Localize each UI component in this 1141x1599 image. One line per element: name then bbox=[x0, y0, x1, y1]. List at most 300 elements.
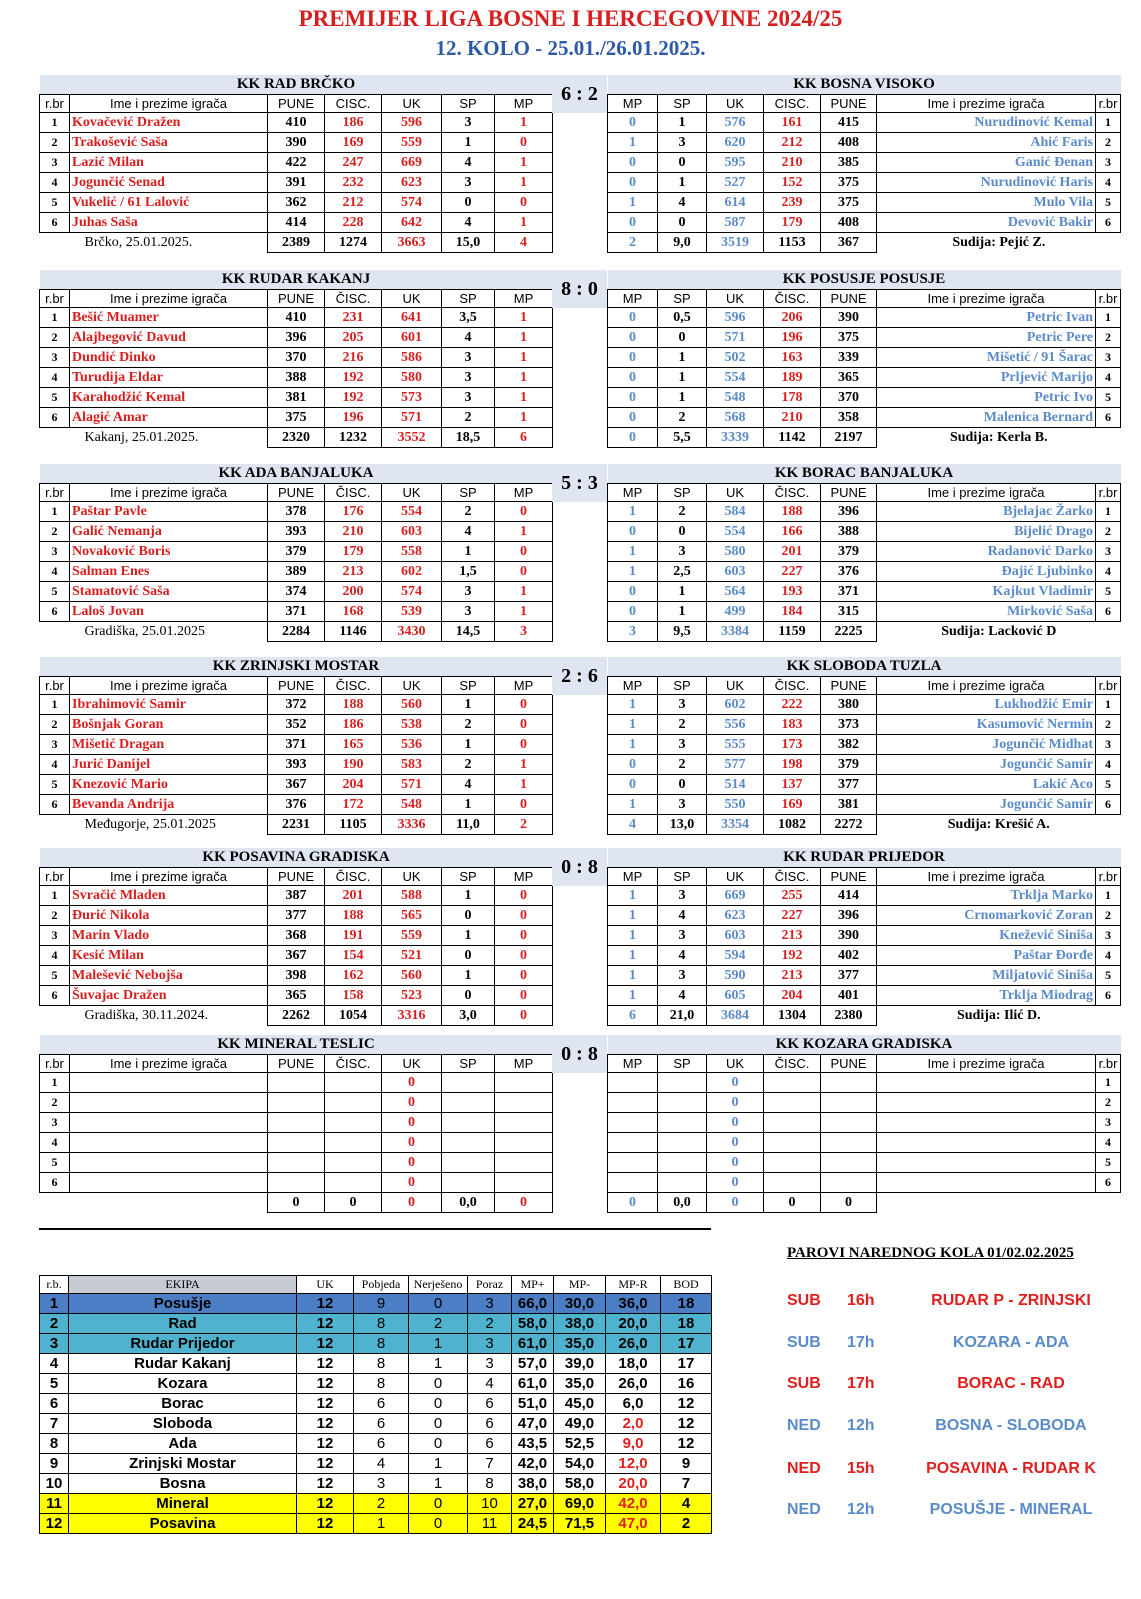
player-name: Jogunčić Samir bbox=[877, 795, 1096, 815]
column-header: UK bbox=[382, 677, 442, 695]
player-pune: 379 bbox=[268, 542, 325, 562]
column-header: MP bbox=[495, 484, 553, 502]
standings-mp-minus: 35,0 bbox=[554, 1334, 606, 1354]
player-cisc bbox=[764, 1073, 821, 1093]
player-uk: 0 bbox=[707, 1113, 764, 1133]
player-sp: 0 bbox=[442, 986, 495, 1006]
player-mp: 1 bbox=[608, 133, 658, 153]
player-pune: 375 bbox=[821, 193, 877, 213]
player-rank: 5 bbox=[40, 582, 70, 602]
player-sp: 4 bbox=[442, 328, 495, 348]
standings-losses: 3 bbox=[468, 1354, 512, 1374]
player-uk: 580 bbox=[382, 368, 442, 388]
column-header: SP bbox=[442, 95, 495, 113]
column-header: UK bbox=[707, 484, 764, 502]
home-team-table bbox=[39, 464, 552, 646]
total-cisc: 1054 bbox=[325, 1006, 382, 1026]
home-team-table bbox=[39, 1035, 552, 1217]
player-uk: 641 bbox=[382, 308, 442, 328]
column-header: Ime i prezime igrača bbox=[70, 95, 268, 113]
column-header: UK bbox=[707, 868, 764, 886]
standings-row bbox=[40, 1454, 712, 1474]
player-cisc: 186 bbox=[325, 113, 382, 133]
standings-draws: 0 bbox=[409, 1374, 468, 1394]
match-referee: Sudija: Lacković D bbox=[941, 623, 1057, 639]
total-mp: 3 bbox=[608, 622, 658, 642]
standings-mp-plus: 58,0 bbox=[512, 1314, 554, 1334]
player-pune: 414 bbox=[268, 213, 325, 233]
total-mp: 0 bbox=[608, 428, 658, 448]
player-sp: 1 bbox=[658, 388, 707, 408]
player-sp: 3 bbox=[658, 542, 707, 562]
player-uk: 574 bbox=[382, 582, 442, 602]
total-cisc: 1146 bbox=[325, 622, 382, 642]
player-cisc: 196 bbox=[764, 328, 821, 348]
standings-team: Zrinjski Mostar bbox=[69, 1454, 297, 1474]
player-rank: 3 bbox=[40, 1113, 70, 1133]
player-pune: 377 bbox=[821, 775, 877, 795]
player-rank: 3 bbox=[40, 348, 70, 368]
player-uk: 642 bbox=[382, 213, 442, 233]
standings-row bbox=[40, 1354, 712, 1374]
match-block bbox=[39, 848, 1121, 1030]
standings-rank: 10 bbox=[40, 1474, 69, 1494]
standings-mp-plus: 61,0 bbox=[512, 1334, 554, 1354]
player-uk: 0 bbox=[707, 1173, 764, 1193]
standings-header: Pobjeda bbox=[354, 1276, 409, 1294]
player-sp: 2 bbox=[442, 715, 495, 735]
player-rank: 2 bbox=[1096, 906, 1121, 926]
player-rank: 2 bbox=[40, 328, 70, 348]
pair-time: 16h bbox=[847, 1292, 875, 1309]
player-pune: 352 bbox=[268, 715, 325, 735]
player-cisc: 227 bbox=[764, 562, 821, 582]
player-rank: 4 bbox=[40, 562, 70, 582]
standings-row bbox=[40, 1394, 712, 1414]
column-header: r.br bbox=[1096, 677, 1121, 695]
total-uk: 3354 bbox=[707, 815, 764, 835]
total-uk: 3384 bbox=[707, 622, 764, 642]
player-rank: 2 bbox=[40, 1093, 70, 1113]
player-mp: 0 bbox=[495, 193, 553, 213]
player-rank: 1 bbox=[40, 502, 70, 522]
player-cisc: 239 bbox=[764, 193, 821, 213]
player-sp: 1 bbox=[442, 795, 495, 815]
player-mp bbox=[495, 1073, 553, 1093]
player-sp: 0 bbox=[658, 213, 707, 233]
standings-rank: 4 bbox=[40, 1354, 69, 1374]
standings-row bbox=[40, 1314, 712, 1334]
player-cisc: 232 bbox=[325, 173, 382, 193]
player-rank: 2 bbox=[40, 133, 70, 153]
player-row bbox=[608, 1113, 1121, 1133]
standings-mp-diff: 47,0 bbox=[606, 1514, 661, 1534]
player-name bbox=[877, 1113, 1096, 1133]
player-uk: 614 bbox=[707, 193, 764, 213]
player-name: Marin Vlado bbox=[70, 926, 268, 946]
player-name: Kasumović Nermin bbox=[877, 715, 1096, 735]
standings-mp-plus: 38,0 bbox=[512, 1474, 554, 1494]
player-pune: 370 bbox=[821, 388, 877, 408]
player-uk: 554 bbox=[707, 522, 764, 542]
player-name bbox=[877, 1073, 1096, 1093]
player-name bbox=[70, 1173, 268, 1193]
player-name: Malenica Bernard bbox=[877, 408, 1096, 428]
player-rank: 2 bbox=[1096, 1093, 1121, 1113]
player-row bbox=[608, 133, 1121, 153]
standings-losses: 6 bbox=[468, 1414, 512, 1434]
total-pune: 2389 bbox=[268, 233, 325, 253]
player-pune: 388 bbox=[268, 368, 325, 388]
column-header: Ime i prezime igrača bbox=[877, 868, 1096, 886]
player-mp bbox=[495, 1173, 553, 1193]
player-uk: 559 bbox=[382, 133, 442, 153]
player-sp: 3,5 bbox=[442, 308, 495, 328]
player-rank: 3 bbox=[1096, 735, 1121, 755]
standings-header: MP- bbox=[554, 1276, 606, 1294]
player-pune bbox=[268, 1113, 325, 1133]
player-mp: 1 bbox=[608, 542, 658, 562]
standings-team: Mineral bbox=[69, 1494, 297, 1514]
standings-wins: 6 bbox=[354, 1434, 409, 1454]
player-cisc: 179 bbox=[764, 213, 821, 233]
standings-team: Sloboda bbox=[69, 1414, 297, 1434]
total-mp: 2 bbox=[495, 815, 553, 835]
standings-mp-minus: 35,0 bbox=[554, 1374, 606, 1394]
player-rank: 6 bbox=[40, 408, 70, 428]
player-name: Lukhodžić Emir bbox=[877, 695, 1096, 715]
player-uk: 602 bbox=[707, 695, 764, 715]
column-header: ČISC. bbox=[325, 1055, 382, 1073]
player-sp bbox=[658, 1093, 707, 1113]
player-sp: 1 bbox=[442, 133, 495, 153]
player-mp: 1 bbox=[608, 795, 658, 815]
player-name: Kovačević Dražen bbox=[70, 113, 268, 133]
standings-mp-minus: 49,0 bbox=[554, 1414, 606, 1434]
player-name: Kesić Milan bbox=[70, 946, 268, 966]
standings-draws: 0 bbox=[409, 1394, 468, 1414]
standings-points: 9 bbox=[661, 1454, 712, 1474]
player-pune bbox=[821, 1133, 877, 1153]
away-team-name: KK SLOBODA TUZLA bbox=[608, 657, 1121, 677]
player-rank: 4 bbox=[40, 755, 70, 775]
total-pune: 2320 bbox=[268, 428, 325, 448]
player-cisc bbox=[764, 1173, 821, 1193]
player-uk: 590 bbox=[707, 966, 764, 986]
player-cisc: 213 bbox=[764, 966, 821, 986]
player-row bbox=[608, 795, 1121, 815]
player-rank: 1 bbox=[40, 1073, 70, 1093]
player-mp bbox=[608, 1073, 658, 1093]
column-header: MP bbox=[495, 290, 553, 308]
player-uk: 0 bbox=[707, 1153, 764, 1173]
pair-game: BORAC - RAD bbox=[957, 1375, 1065, 1392]
player-name: Jogunčić Samir bbox=[877, 755, 1096, 775]
standings-row bbox=[40, 1414, 712, 1434]
standings-wins: 8 bbox=[354, 1334, 409, 1354]
player-rank: 1 bbox=[1096, 1073, 1121, 1093]
match-score: 2 : 6 bbox=[552, 657, 607, 695]
standings-rank: 12 bbox=[40, 1514, 69, 1534]
column-header: ČISC. bbox=[764, 1055, 821, 1073]
pair-day: SUB bbox=[787, 1334, 821, 1351]
player-name: Alajbegović Davud bbox=[70, 328, 268, 348]
player-uk: 559 bbox=[382, 926, 442, 946]
player-sp: 4 bbox=[658, 986, 707, 1006]
player-sp: 4 bbox=[442, 522, 495, 542]
player-mp: 1 bbox=[608, 715, 658, 735]
player-mp: 0 bbox=[608, 308, 658, 328]
player-sp: 3 bbox=[442, 173, 495, 193]
player-pune: 375 bbox=[268, 408, 325, 428]
player-sp: 0 bbox=[442, 906, 495, 926]
player-uk: 514 bbox=[707, 775, 764, 795]
player-name: Devović Bakir bbox=[877, 213, 1096, 233]
player-uk: 669 bbox=[707, 886, 764, 906]
standings-mp-minus: 69,0 bbox=[554, 1494, 606, 1514]
player-row bbox=[608, 1073, 1121, 1093]
total-cisc: 1159 bbox=[764, 622, 821, 642]
player-row bbox=[40, 775, 553, 795]
total-cisc: 1105 bbox=[325, 815, 382, 835]
total-sp: 15,0 bbox=[442, 233, 495, 253]
total-cisc: 1274 bbox=[325, 233, 382, 253]
standings-losses: 10 bbox=[468, 1494, 512, 1514]
pair-day: NED bbox=[787, 1501, 821, 1518]
column-header: r.br bbox=[40, 677, 70, 695]
player-mp: 0 bbox=[608, 328, 658, 348]
column-header: PUNE bbox=[268, 95, 325, 113]
player-rank: 1 bbox=[1096, 695, 1121, 715]
match-place-date: Međugorje, 25.01.2025 bbox=[84, 816, 216, 832]
column-header: Ime i prezime igrača bbox=[70, 868, 268, 886]
standings-row bbox=[40, 1294, 712, 1314]
player-row bbox=[40, 1153, 553, 1173]
player-uk: 669 bbox=[382, 153, 442, 173]
player-pune: 371 bbox=[821, 582, 877, 602]
player-sp: 1 bbox=[658, 602, 707, 622]
player-cisc: 179 bbox=[325, 542, 382, 562]
total-mp: 4 bbox=[495, 233, 553, 253]
column-header: UK bbox=[707, 95, 764, 113]
player-pune bbox=[821, 1153, 877, 1173]
standings-played: 12 bbox=[297, 1414, 354, 1434]
match-referee: Sudija: Kerla B. bbox=[949, 429, 1048, 445]
player-rank: 4 bbox=[40, 1133, 70, 1153]
standings-played: 12 bbox=[297, 1294, 354, 1314]
player-sp: 1 bbox=[442, 542, 495, 562]
player-cisc: 184 bbox=[764, 602, 821, 622]
player-sp: 2 bbox=[442, 502, 495, 522]
player-uk: 555 bbox=[707, 735, 764, 755]
player-uk: 0 bbox=[707, 1133, 764, 1153]
player-row bbox=[608, 408, 1121, 428]
player-name: Alagić Amar bbox=[70, 408, 268, 428]
player-mp: 1 bbox=[495, 213, 553, 233]
column-header: ČISC. bbox=[764, 484, 821, 502]
player-cisc: 190 bbox=[325, 755, 382, 775]
player-rank: 6 bbox=[1096, 795, 1121, 815]
column-header: MP bbox=[608, 868, 658, 886]
column-header: UK bbox=[382, 1055, 442, 1073]
player-mp: 1 bbox=[608, 986, 658, 1006]
player-pune: 415 bbox=[821, 113, 877, 133]
standings-losses: 3 bbox=[468, 1334, 512, 1354]
player-sp: 3 bbox=[658, 886, 707, 906]
column-header: MP bbox=[495, 868, 553, 886]
total-pune: 0 bbox=[268, 1193, 325, 1213]
column-header: UK bbox=[707, 1055, 764, 1073]
player-sp: 1 bbox=[442, 926, 495, 946]
player-uk: 586 bbox=[382, 348, 442, 368]
column-header: r.br bbox=[1096, 868, 1121, 886]
player-rank: 1 bbox=[40, 308, 70, 328]
standings-played: 12 bbox=[297, 1474, 354, 1494]
player-row bbox=[40, 695, 553, 715]
column-header: MP bbox=[495, 677, 553, 695]
player-mp: 0 bbox=[608, 213, 658, 233]
player-sp bbox=[442, 1093, 495, 1113]
player-uk: 565 bbox=[382, 906, 442, 926]
player-uk: 571 bbox=[382, 775, 442, 795]
match-score: 0 : 8 bbox=[552, 848, 607, 886]
player-pune: 380 bbox=[821, 695, 877, 715]
player-pune: 362 bbox=[268, 193, 325, 213]
standings-mp-plus: 43,5 bbox=[512, 1434, 554, 1454]
player-pune bbox=[821, 1093, 877, 1113]
player-pune bbox=[268, 1073, 325, 1093]
player-pune: 367 bbox=[268, 775, 325, 795]
player-mp: 0 bbox=[608, 775, 658, 795]
total-mp: 4 bbox=[608, 815, 658, 835]
player-uk: 601 bbox=[382, 328, 442, 348]
player-rank: 1 bbox=[40, 113, 70, 133]
total-uk: 3663 bbox=[382, 233, 442, 253]
player-pune: 378 bbox=[268, 502, 325, 522]
player-pune bbox=[821, 1173, 877, 1193]
player-uk: 623 bbox=[707, 906, 764, 926]
next-round-pair bbox=[787, 1292, 1127, 1314]
player-mp: 0 bbox=[495, 542, 553, 562]
player-uk: 583 bbox=[382, 755, 442, 775]
player-sp: 0 bbox=[658, 328, 707, 348]
player-rank: 5 bbox=[1096, 193, 1121, 213]
player-cisc: 168 bbox=[325, 602, 382, 622]
player-pune: 372 bbox=[268, 695, 325, 715]
standings-wins: 8 bbox=[354, 1374, 409, 1394]
standings-mp-diff: 20,0 bbox=[606, 1474, 661, 1494]
player-mp: 0 bbox=[495, 966, 553, 986]
player-mp: 1 bbox=[495, 522, 553, 542]
player-mp bbox=[608, 1153, 658, 1173]
standings-wins: 6 bbox=[354, 1394, 409, 1414]
player-name bbox=[877, 1093, 1096, 1113]
player-rank: 1 bbox=[1096, 502, 1121, 522]
player-mp: 1 bbox=[495, 308, 553, 328]
column-header: PUNE bbox=[268, 290, 325, 308]
player-pune: 390 bbox=[821, 926, 877, 946]
column-header: PUNE bbox=[821, 484, 877, 502]
player-sp: 4 bbox=[442, 775, 495, 795]
player-cisc bbox=[764, 1133, 821, 1153]
player-pune: 388 bbox=[821, 522, 877, 542]
standings-team: Posušje bbox=[69, 1294, 297, 1314]
standings-mp-plus: 51,0 bbox=[512, 1394, 554, 1414]
player-row bbox=[40, 193, 553, 213]
player-mp: 0 bbox=[495, 926, 553, 946]
player-rank: 1 bbox=[1096, 308, 1121, 328]
player-name bbox=[877, 1133, 1096, 1153]
player-sp: 2 bbox=[658, 755, 707, 775]
player-mp: 0 bbox=[495, 886, 553, 906]
player-sp bbox=[658, 1153, 707, 1173]
player-rank: 5 bbox=[1096, 582, 1121, 602]
standings-row bbox=[40, 1374, 712, 1394]
player-row bbox=[608, 926, 1121, 946]
player-sp: 1 bbox=[442, 695, 495, 715]
column-header: Ime i prezime igrača bbox=[877, 1055, 1096, 1073]
player-mp: 0 bbox=[608, 368, 658, 388]
player-mp: 0 bbox=[608, 522, 658, 542]
player-uk: 560 bbox=[382, 966, 442, 986]
standings-mp-plus: 66,0 bbox=[512, 1294, 554, 1314]
column-header: SP bbox=[658, 484, 707, 502]
standings-wins: 6 bbox=[354, 1414, 409, 1434]
standings-row bbox=[40, 1494, 712, 1514]
standings-team: Rudar Prijedor bbox=[69, 1334, 297, 1354]
player-pune: 376 bbox=[268, 795, 325, 815]
player-sp: 2 bbox=[658, 408, 707, 428]
away-team-table bbox=[607, 75, 1120, 257]
player-sp: 1,5 bbox=[442, 562, 495, 582]
column-header: ČISC. bbox=[325, 484, 382, 502]
player-cisc bbox=[325, 1113, 382, 1133]
player-pune: 422 bbox=[268, 153, 325, 173]
standings-rank: 3 bbox=[40, 1334, 69, 1354]
player-name: Bešić Muamer bbox=[70, 308, 268, 328]
player-name: Juhas Saša bbox=[70, 213, 268, 233]
standings-header: Nerješeno bbox=[409, 1276, 468, 1294]
total-cisc: 1082 bbox=[764, 815, 821, 835]
player-mp: 0 bbox=[495, 735, 553, 755]
column-header: r.br bbox=[40, 290, 70, 308]
player-row bbox=[608, 368, 1121, 388]
away-team-name: KK BORAC BANJALUKA bbox=[608, 464, 1121, 484]
next-round-pair bbox=[787, 1334, 1127, 1356]
standings-mp-diff: 2,0 bbox=[606, 1414, 661, 1434]
player-cisc bbox=[325, 1093, 382, 1113]
home-team-name: KK ZRINJSKI MOSTAR bbox=[40, 657, 553, 677]
player-cisc: 231 bbox=[325, 308, 382, 328]
player-name: Petric Ivo bbox=[877, 388, 1096, 408]
standings-played: 12 bbox=[297, 1434, 354, 1454]
pair-time: 12h bbox=[847, 1417, 875, 1434]
player-rank: 4 bbox=[1096, 173, 1121, 193]
player-row bbox=[40, 562, 553, 582]
player-pune: 393 bbox=[268, 755, 325, 775]
player-rank: 4 bbox=[1096, 562, 1121, 582]
standings-played: 12 bbox=[297, 1454, 354, 1474]
player-cisc: 216 bbox=[325, 348, 382, 368]
player-name: Paštar Pavle bbox=[70, 502, 268, 522]
player-rank: 5 bbox=[40, 1153, 70, 1173]
player-mp: 0 bbox=[495, 715, 553, 735]
player-mp: 0 bbox=[495, 133, 553, 153]
match-block bbox=[39, 75, 1121, 257]
player-row bbox=[608, 308, 1121, 328]
player-mp: 0 bbox=[608, 348, 658, 368]
player-row bbox=[608, 113, 1121, 133]
